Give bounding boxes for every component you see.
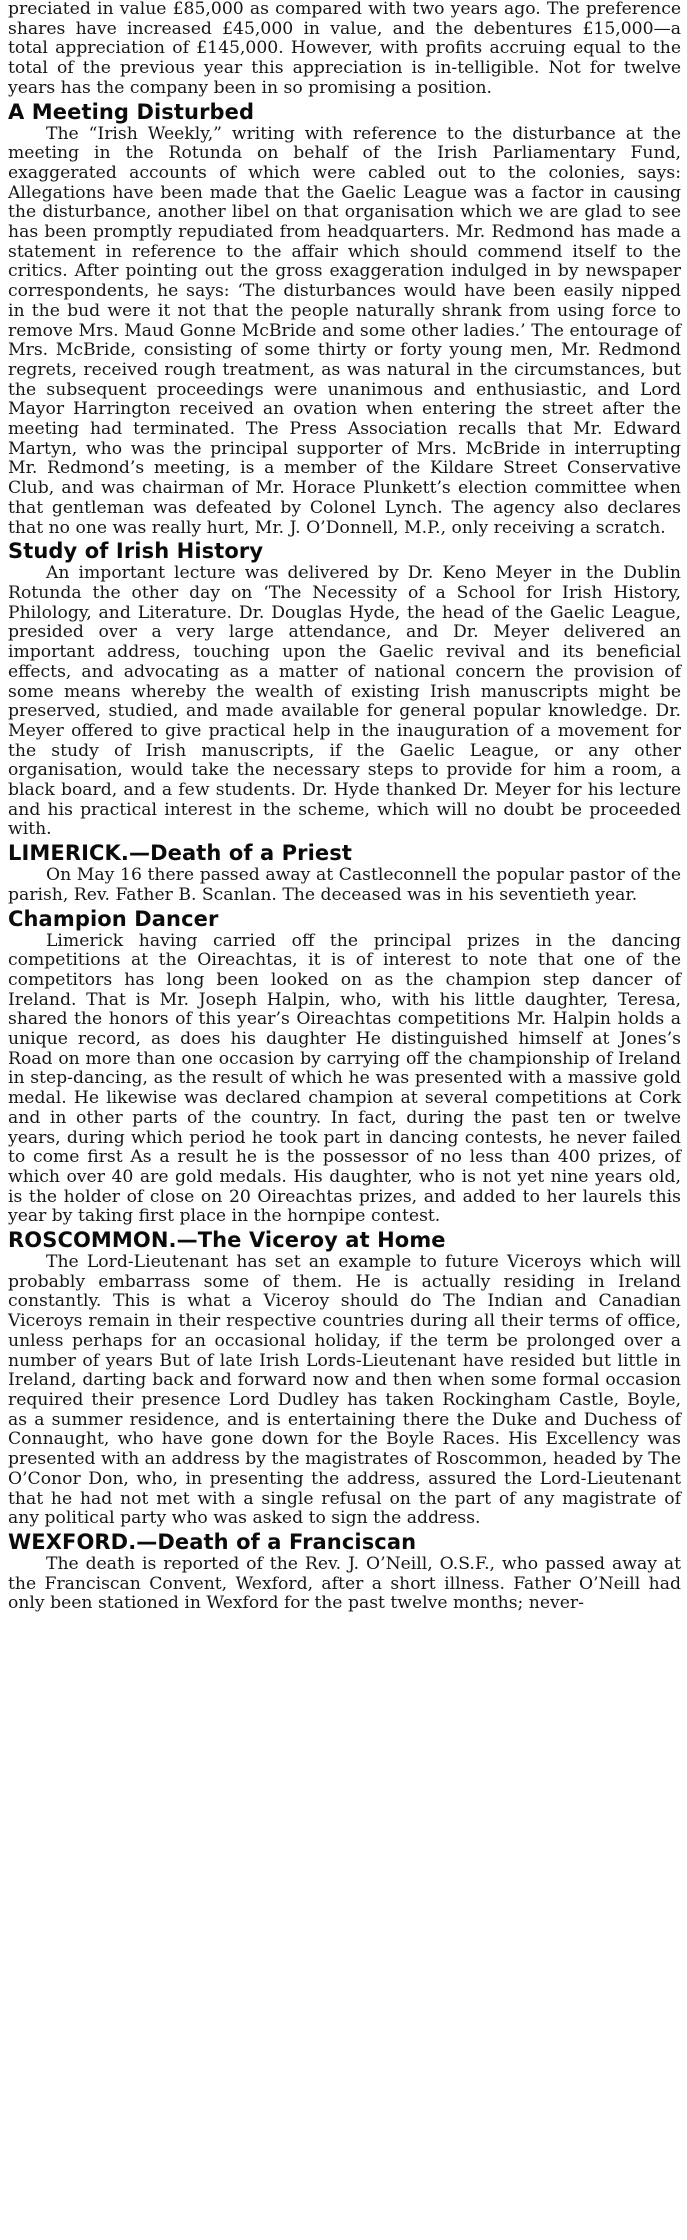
section-heading: ROSCOMMON.—The Viceroy at Home bbox=[8, 1228, 446, 1253]
intro-paragraph: preciated in value £85,000 as compared with two years ago. The preference shares have increased £45,000 in value, and the debentures £15,000—a total appreciation of £145,000. However, with profits accruing equal to the total of the previous year this appreciation is in-telligible. Not for twelve years has the company been in so promising a position. bbox=[8, 0, 681, 98]
section-body: The “Irish Weekly,” writing with reference to the disturbance at the meeting in the Rotunda on behalf of the Irish Parliamentary Fund, exaggerated accounts of which were cabled out to the colonies, says: Allegations have been made that the Gaelic League was a factor in causing the disturbance, another libel on that organisation which we are glad to see has been promptly repudiated from headquarters. Mr. Redmond has made a statement in reference to the affair which should commend itself to the critics. After pointing out the gross exaggeration indulged in by newspaper correspondents, he says: ‘The disturbances would have been easily nipped in the bud were it not that the people naturally shrank from using force to remove Mrs. Maud Gonne McBride and some other ladies.’ The entourage of Mrs. McBride, consisting of some thirty or forty young men, Mr. Redmond regrets, received rough treatment, as was natural in the circumstances, but the subsequent proceedings were unanimous and enthusiastic, and Lord Mayor Harrington received an ovation when entering the street after the meeting had terminated. The Press Association recalls that Mr. Edward Martyn, who was the principal supporter of Mrs. McBride in interrupting Mr. Redmond’s meeting, is a member of the Kildare Street Conservative Club, and was chairman of Mr. Horace Plunkett’s election committee when that gentleman was defeated by Colonel Lynch. The agency also declares that no one was really hurt, Mr. J. O’Donnell, M.P., only receiving a scratch. bbox=[8, 123, 681, 538]
section-study-irish-history bbox=[8, 539, 681, 840]
section-heading: A Meeting Disturbed bbox=[8, 99, 255, 124]
section-meeting-disturbed bbox=[8, 100, 681, 539]
section-wexford-franciscan bbox=[8, 1530, 681, 1614]
section-heading: Champion Dancer bbox=[8, 906, 219, 931]
section-body: The death is reported of the Rev. J. O’Neill, O.S.F., who passed away at the Franciscan Convent, Wexford, after a short illness. Father O’Neill had only been stationed in Wexford for the past twelve months; never- bbox=[8, 1553, 681, 1614]
section-body: Limerick having carried off the principal prizes in the dancing competitions at the Oireachtas, it is of interest to note that one of the competitors has long been looked on as the champion step dancer of Ireland. That is Mr. Joseph Halpin, who, with his little daughter, Teresa, shared the honors of this year’s Oireachtas competitions Mr. Halpin holds a unique record, as does his daughter He distinguished himself at Jones’s Road on more than one occasion by carrying off the championship of Ireland in step-dancing, as the result of which he was presented with a massive gold medal. He likewise was declared champion at several competitions at Cork and in other parts of the country. In fact, during the past ten or twelve years, during which period he took part in dancing contests, he never failed to come first As a result he is the possessor of no less than 400 prizes, of which over 40 are gold medals. His daughter, who is not yet nine years old, is the holder of close on 20 Oireachtas prizes, and added to her laurels this year by taking first place in the hornpipe contest. bbox=[8, 930, 681, 1227]
section-champion-dancer bbox=[8, 907, 681, 1228]
section-heading: LIMERICK.—Death of a Priest bbox=[8, 841, 353, 866]
section-limerick-death-priest bbox=[8, 841, 681, 905]
section-body: The Lord-Lieutenant has set an example to future Viceroys which will probably embarrass some of them. He is actually residing in Ireland constantly. This is what a Viceroy should do The Indian and Canadian Viceroys remain in their respective countries during all their terms of office, unless perhaps for an occasional holiday, if the term be prolonged over a number of years But of late Irish Lords-Lieutenant have resided but little in Ireland, darting back and forward now and then when some formal occasion required their presence Lord Dudley has taken Rockingham Castle, Boyle, as a summer residence, and is entertaining there the Duke and Duchess of Connaught, who have gone down for the Boyle Races. His Excellency was presented with an address by the magistrates of Roscommon, headed by The O’Conor Don, who, in presenting the address, assured the Lord-Lieutenant that he had not met with a single refusal on the part of any magistrate of any political party who was asked to sign the address. bbox=[8, 1252, 681, 1529]
section-body: On May 16 there passed away at Castleconnell the popular pastor of the parish, Rev. Father B. Scanlan. The deceased was in his seventieth year. bbox=[8, 865, 681, 905]
section-heading: WEXFORD.—Death of a Franciscan bbox=[8, 1529, 417, 1554]
section-roscommon-viceroy bbox=[8, 1228, 681, 1529]
section-body: An important lecture was delivered by Dr. Keno Meyer in the Dublin Rotunda the other day on ‘The Necessity of a School for Irish History, Philology, and Literature. Dr. Douglas Hyde, the head of the Gaelic League, presided over a very large attendance, and Dr. Meyer delivered an important address, touching upon the Gaelic revival and its beneficial effects, and advocating as a matter of national concern the provision of some means whereby the wealth of existing Irish manuscripts might be preserved, studied, and made available for general popular knowledge. Dr. Meyer offered to give practical help in the inauguration of a movement for the study of Irish manuscripts, if the Gaelic League, or any other organisation, would take the necessary steps to provide for him a room, a black board, and a few students. Dr. Hyde thanked Dr. Meyer for his lecture and his practical interest in the scheme, which will no doubt be proceeded with. bbox=[8, 563, 681, 840]
section-heading: Study of Irish History bbox=[8, 539, 264, 564]
